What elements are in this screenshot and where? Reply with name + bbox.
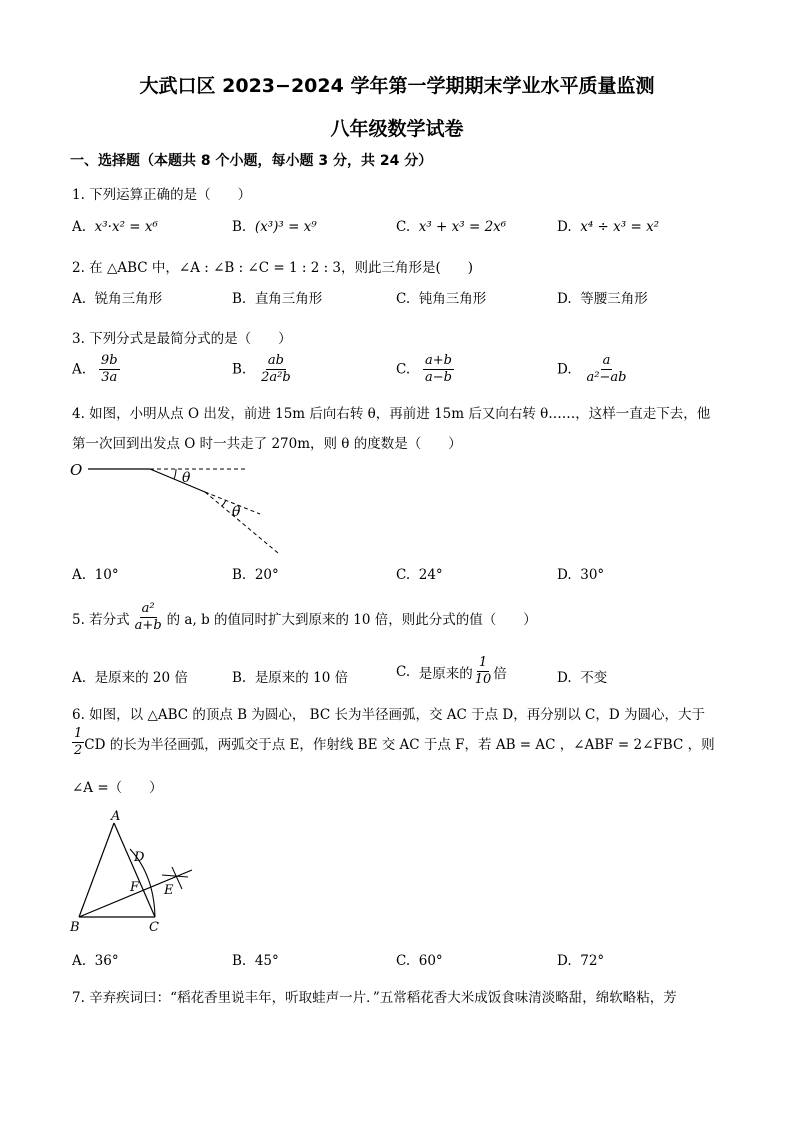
half-fraction — [72, 727, 84, 759]
q6-option-a[interactable] — [72, 953, 119, 969]
q6-option-c[interactable] — [396, 953, 443, 969]
option-text: 锐角三角形 — [94, 291, 163, 307]
question-2-stem: 2. 在 △ABC 中，∠A : ∠B : ∠C = 1 : 2 : 3，则此三角形是( ) — [72, 260, 474, 276]
option-fraction — [585, 354, 629, 386]
question-4-line-2: 第一次回到出发点 O 时一共走了 270m，则 θ 的度数是（ ） — [72, 436, 462, 452]
question-6-line-2 — [72, 727, 715, 759]
option-text: 是原来的 20 倍 — [94, 670, 188, 686]
option-label: A. — [72, 291, 87, 307]
option-text: 不变 — [580, 670, 608, 686]
stem-suffix: 的 a, b 的值同时扩大到原来的 10 倍，则此分式的值（ ） — [166, 611, 537, 628]
line-2-text: CD 的长为半径画弧，两弧交于点 E，作射线 BE 交 AC 于点 F，若 AB = AC ，∠ABF = 2∠FBC ，则 — [84, 736, 715, 753]
point-d-label: D — [134, 850, 145, 865]
option-text: 24° — [418, 567, 443, 583]
numerator: 9b — [99, 354, 120, 370]
q2-option-a[interactable] — [72, 287, 162, 307]
numerator: a+b — [423, 354, 454, 370]
vertex-a-label: A — [111, 809, 121, 824]
q1-option-c[interactable] — [396, 219, 506, 235]
option-label: C. — [396, 291, 411, 307]
option-label: D. — [557, 670, 572, 686]
question-6-line-1: 6. 如图，以 △ABC 的顶点 B 为圆心， BC 长为半径画弧，交 AC 于点 D，再分别以 C，D 为圆心，大于 — [72, 707, 705, 723]
numerator: 1 — [72, 727, 84, 743]
question-7-line-1: 7. 辛弃疾词曰：“稻花香里说丰年，听取蛙声一片．”五常稻花香大米成饭食味清淡略甜，绵软略粘，芳 — [72, 990, 677, 1006]
exam-title: 大武口区 2023−2024 学年第一学期期末学业水平质量监测 — [139, 75, 655, 97]
option-text: 60° — [418, 953, 443, 969]
option-fraction — [99, 354, 120, 386]
option-text: 20° — [254, 567, 279, 583]
option-text: 36° — [94, 953, 119, 969]
option-text: x³ + x³ = 2x⁶ — [418, 219, 507, 235]
option-text: 直角三角形 — [254, 291, 323, 307]
denominator: 3a — [101, 370, 118, 386]
point-e-label: E — [164, 883, 174, 898]
q5-option-c[interactable] — [396, 656, 507, 688]
side-ab — [79, 823, 114, 917]
option-label: C. — [396, 219, 411, 235]
q4-option-b[interactable] — [232, 567, 279, 583]
question-6-line-3: ∠A =（ ） — [72, 780, 163, 796]
option-text: 是原来的 10 倍 — [254, 670, 349, 686]
option-text: 倍 — [493, 665, 507, 682]
numerator: a² — [140, 602, 157, 618]
option-text: 是原来的 — [418, 665, 473, 682]
q4-option-c[interactable] — [396, 567, 443, 583]
option-label: B. — [232, 567, 247, 583]
option-label: B. — [232, 953, 247, 969]
q2-option-b[interactable] — [232, 287, 322, 307]
option-label: A. — [72, 567, 87, 583]
vertex-b-label: B — [70, 920, 80, 935]
option-text: 等腰三角形 — [580, 291, 648, 307]
point-f-label: F — [130, 880, 140, 895]
option-label: B. — [232, 219, 247, 235]
vertex-c-label: C — [149, 920, 159, 935]
theta-label-2: θ — [232, 504, 241, 520]
option-label: B. — [232, 361, 247, 378]
option-label: C. — [396, 361, 411, 378]
option-text: (x³)³ = x⁹ — [254, 219, 317, 235]
question-1-stem: 1. 下列运算正确的是（ ） — [72, 187, 252, 203]
theta-label-1: θ — [182, 470, 191, 486]
option-fraction — [473, 656, 494, 688]
path-segment-2 — [150, 469, 205, 492]
point-o-label: O — [70, 461, 83, 479]
option-label: D. — [557, 361, 572, 378]
denominator: 2a²b — [261, 370, 291, 386]
stem-prefix: 5. 若分式 — [72, 611, 130, 628]
option-label: C. — [396, 953, 411, 969]
option-text: 10° — [94, 567, 119, 583]
triangle-construction-figure — [62, 805, 202, 940]
question-3-stem: 3. 下列分式是最简分式的是（ ） — [72, 331, 292, 347]
denominator: a+b — [134, 618, 162, 634]
option-label: B. — [232, 670, 247, 686]
q1-option-d[interactable] — [557, 219, 659, 235]
numerator: a — [601, 354, 613, 370]
q3-option-d[interactable] — [557, 354, 628, 386]
denominator: a−b — [425, 370, 452, 386]
option-text: 45° — [254, 953, 279, 969]
q5-option-b[interactable] — [232, 666, 348, 686]
option-label: D. — [557, 219, 572, 235]
option-label: D. — [557, 953, 572, 969]
option-label: D. — [557, 291, 572, 307]
side-ac — [114, 823, 155, 917]
stem-fraction — [133, 602, 164, 634]
angle-arc-2 — [222, 500, 226, 506]
denominator: a²−ab — [586, 370, 627, 386]
option-label: C. — [396, 663, 411, 680]
question-5-stem — [72, 602, 537, 634]
angle-arc-1 — [174, 469, 176, 479]
q1-option-b[interactable] — [232, 219, 317, 235]
numerator: 1 — [477, 656, 489, 672]
option-text: x³·x² = x⁶ — [94, 219, 158, 235]
question-4-line-1: 4. 如图，小明从点 O 出发，前进 15m 后向右转 θ，再前进 15m 后又向右转 θ……，这样一直走下去，他 — [72, 406, 711, 422]
walking-path-figure — [60, 455, 300, 565]
denominator: 10 — [474, 672, 492, 688]
option-text: 钝角三角形 — [418, 291, 487, 307]
q1-option-a[interactable] — [72, 219, 158, 235]
q5-option-d[interactable] — [557, 666, 607, 686]
option-fraction — [423, 354, 454, 386]
q2-option-c[interactable] — [396, 287, 486, 307]
option-fraction — [259, 354, 293, 386]
q6-option-d[interactable] — [557, 953, 604, 969]
path-segment-3 — [205, 492, 278, 553]
q2-option-d[interactable] — [557, 287, 648, 307]
q3-option-c[interactable] — [396, 354, 454, 386]
q6-option-b[interactable] — [232, 953, 279, 969]
numerator: ab — [266, 354, 286, 370]
q5-option-a[interactable] — [72, 666, 188, 686]
option-text: 30° — [580, 567, 605, 583]
option-label: B. — [232, 291, 247, 307]
q4-option-a[interactable] — [72, 567, 119, 583]
option-text: x⁴ ÷ x³ = x² — [580, 219, 660, 235]
exam-subtitle: 八年级数学试卷 — [330, 118, 464, 140]
option-label: C. — [396, 567, 411, 583]
option-text: 72° — [580, 953, 605, 969]
q3-option-a[interactable] — [72, 354, 120, 386]
option-label: A. — [72, 670, 87, 686]
q4-option-d[interactable] — [557, 567, 604, 583]
denominator: 2 — [74, 743, 83, 759]
option-label: A. — [72, 953, 87, 969]
option-label: A. — [72, 219, 87, 235]
option-label: D. — [557, 567, 572, 583]
section-heading: 一、选择题（本题共 8 个小题，每小题 3 分，共 24 分） — [70, 153, 433, 169]
option-label: A. — [72, 361, 87, 378]
q3-option-b[interactable] — [232, 354, 293, 386]
